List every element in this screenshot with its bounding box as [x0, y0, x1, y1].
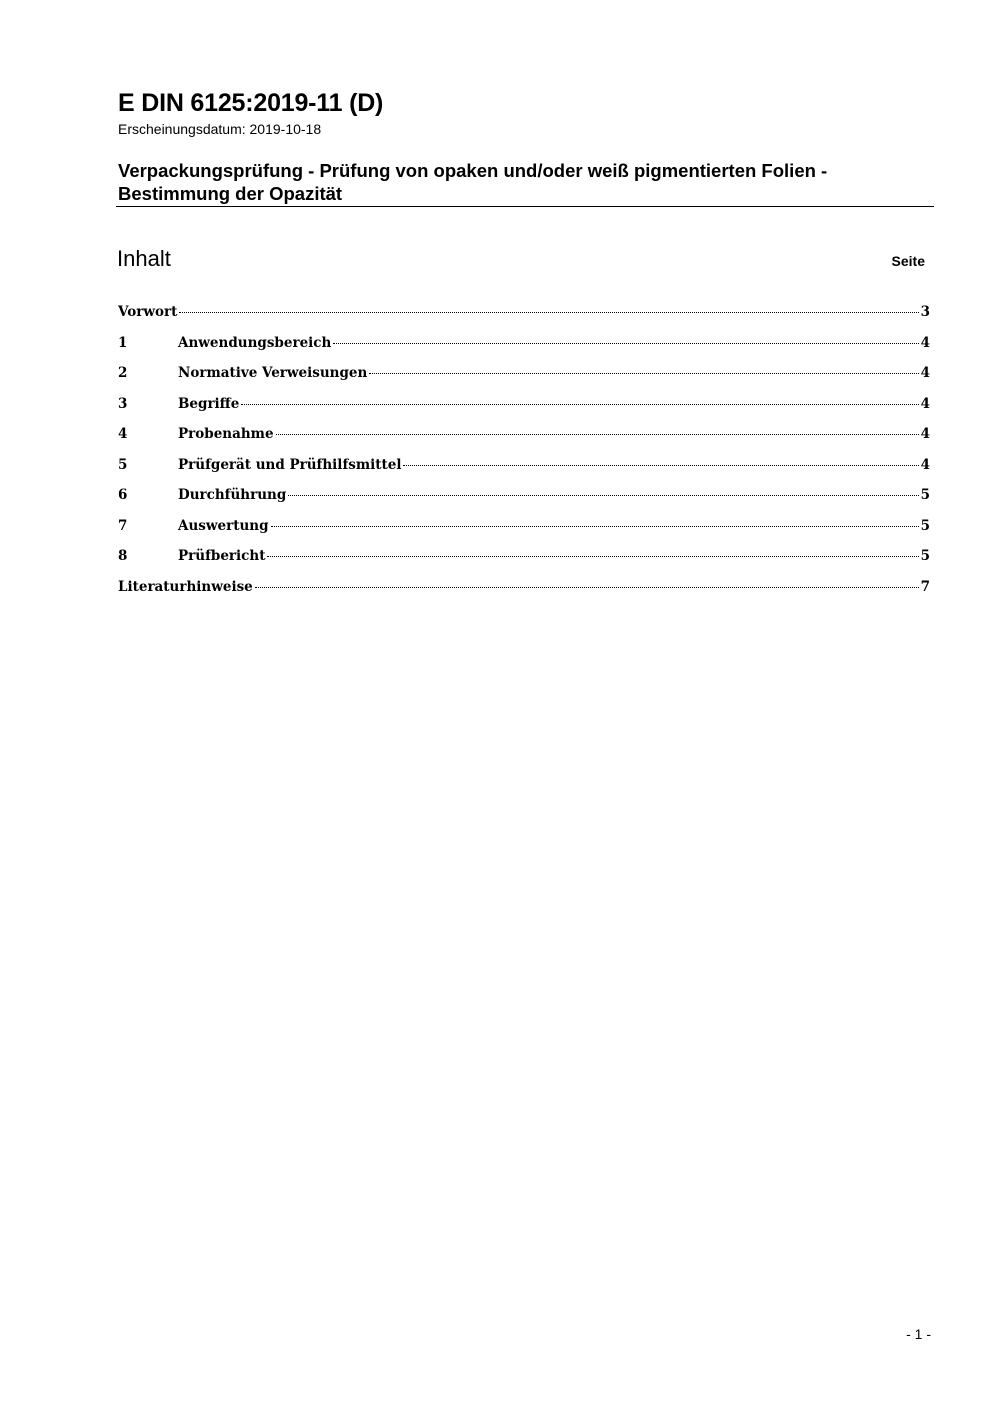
toc-entry-title: Auswertung: [178, 517, 269, 534]
toc-entry-1[interactable]: [118, 333, 930, 364]
toc-dot-leader: [271, 526, 919, 527]
toc-dot-leader: [241, 404, 918, 405]
table-of-contents: [118, 302, 930, 607]
toc-entry-title: Prüfbericht: [178, 548, 266, 564]
toc-entry-number: 6: [118, 487, 128, 503]
toc-entry-page: 5: [920, 548, 930, 564]
toc-entry-8[interactable]: [118, 546, 930, 577]
toc-entry-5[interactable]: [118, 455, 930, 486]
toc-entry-title: Normative Verweisungen: [178, 365, 368, 381]
toc-dot-leader: [288, 495, 918, 496]
document-title-line-1: Verpackungsprüfung - Prüfung von opaken und/oder weiß pigmentierten Folien -: [118, 160, 828, 181]
toc-entry-number: 1: [118, 334, 128, 351]
toc-entry-page: 4: [920, 334, 930, 351]
toc-entry-title: Prüfgerät und Prüfhilfsmittel: [178, 456, 402, 473]
toc-entry-number: 4: [118, 426, 128, 442]
toc-entry-title: Probenahme: [178, 426, 274, 442]
toc-entry-page: 4: [920, 456, 930, 473]
toc-entry-title: Vorwort: [118, 304, 178, 320]
toc-dot-leader: [276, 434, 919, 435]
toc-entry-number: 3: [118, 395, 128, 412]
publication-date: Erscheinungsdatum: 2019-10-18: [118, 121, 322, 137]
toc-dot-leader: [369, 373, 918, 374]
toc-dot-leader: [267, 556, 918, 557]
toc-entry-title: Anwendungsbereich: [178, 334, 332, 351]
title-divider: [116, 206, 934, 207]
toc-dot-leader: [333, 343, 918, 344]
toc-entry-literaturhinweise[interactable]: [118, 577, 930, 608]
toc-entry-2[interactable]: [118, 363, 930, 394]
toc-entry-page: 5: [920, 487, 930, 503]
toc-entry-number: 7: [118, 517, 128, 534]
toc-entry-title: Literaturhinweise: [118, 578, 253, 595]
document-id: E DIN 6125:2019-11 (D): [118, 89, 384, 117]
toc-entry-page: 4: [920, 395, 930, 412]
toc-entry-title: Durchführung: [178, 487, 287, 503]
toc-page-label: Seite: [891, 253, 925, 269]
toc-entry-6[interactable]: [118, 485, 930, 516]
toc-entry-number: 8: [118, 548, 128, 564]
toc-entry-page: 4: [920, 365, 930, 381]
toc-entry-title: Begriffe: [178, 395, 240, 412]
toc-entry-page: 3: [920, 304, 930, 320]
toc-dot-leader: [179, 312, 918, 313]
toc-heading: Inhalt: [117, 246, 171, 271]
toc-entry-page: 4: [920, 426, 930, 442]
document-title: [118, 159, 918, 205]
toc-entry-page: 5: [920, 517, 930, 534]
toc-entry-number: 5: [118, 456, 128, 473]
toc-dot-leader: [403, 465, 918, 466]
toc-entry-number: 2: [118, 365, 128, 381]
page-number: - 1 -: [906, 1326, 931, 1342]
toc-entry-7[interactable]: [118, 516, 930, 547]
document-title-line-2: Bestimmung der Opazität: [118, 183, 343, 204]
toc-entry-3[interactable]: [118, 394, 930, 425]
toc-entry-4[interactable]: [118, 424, 930, 455]
toc-dot-leader: [255, 587, 919, 588]
toc-entry-vorwort[interactable]: [118, 302, 930, 333]
toc-entry-page: 7: [920, 578, 930, 595]
